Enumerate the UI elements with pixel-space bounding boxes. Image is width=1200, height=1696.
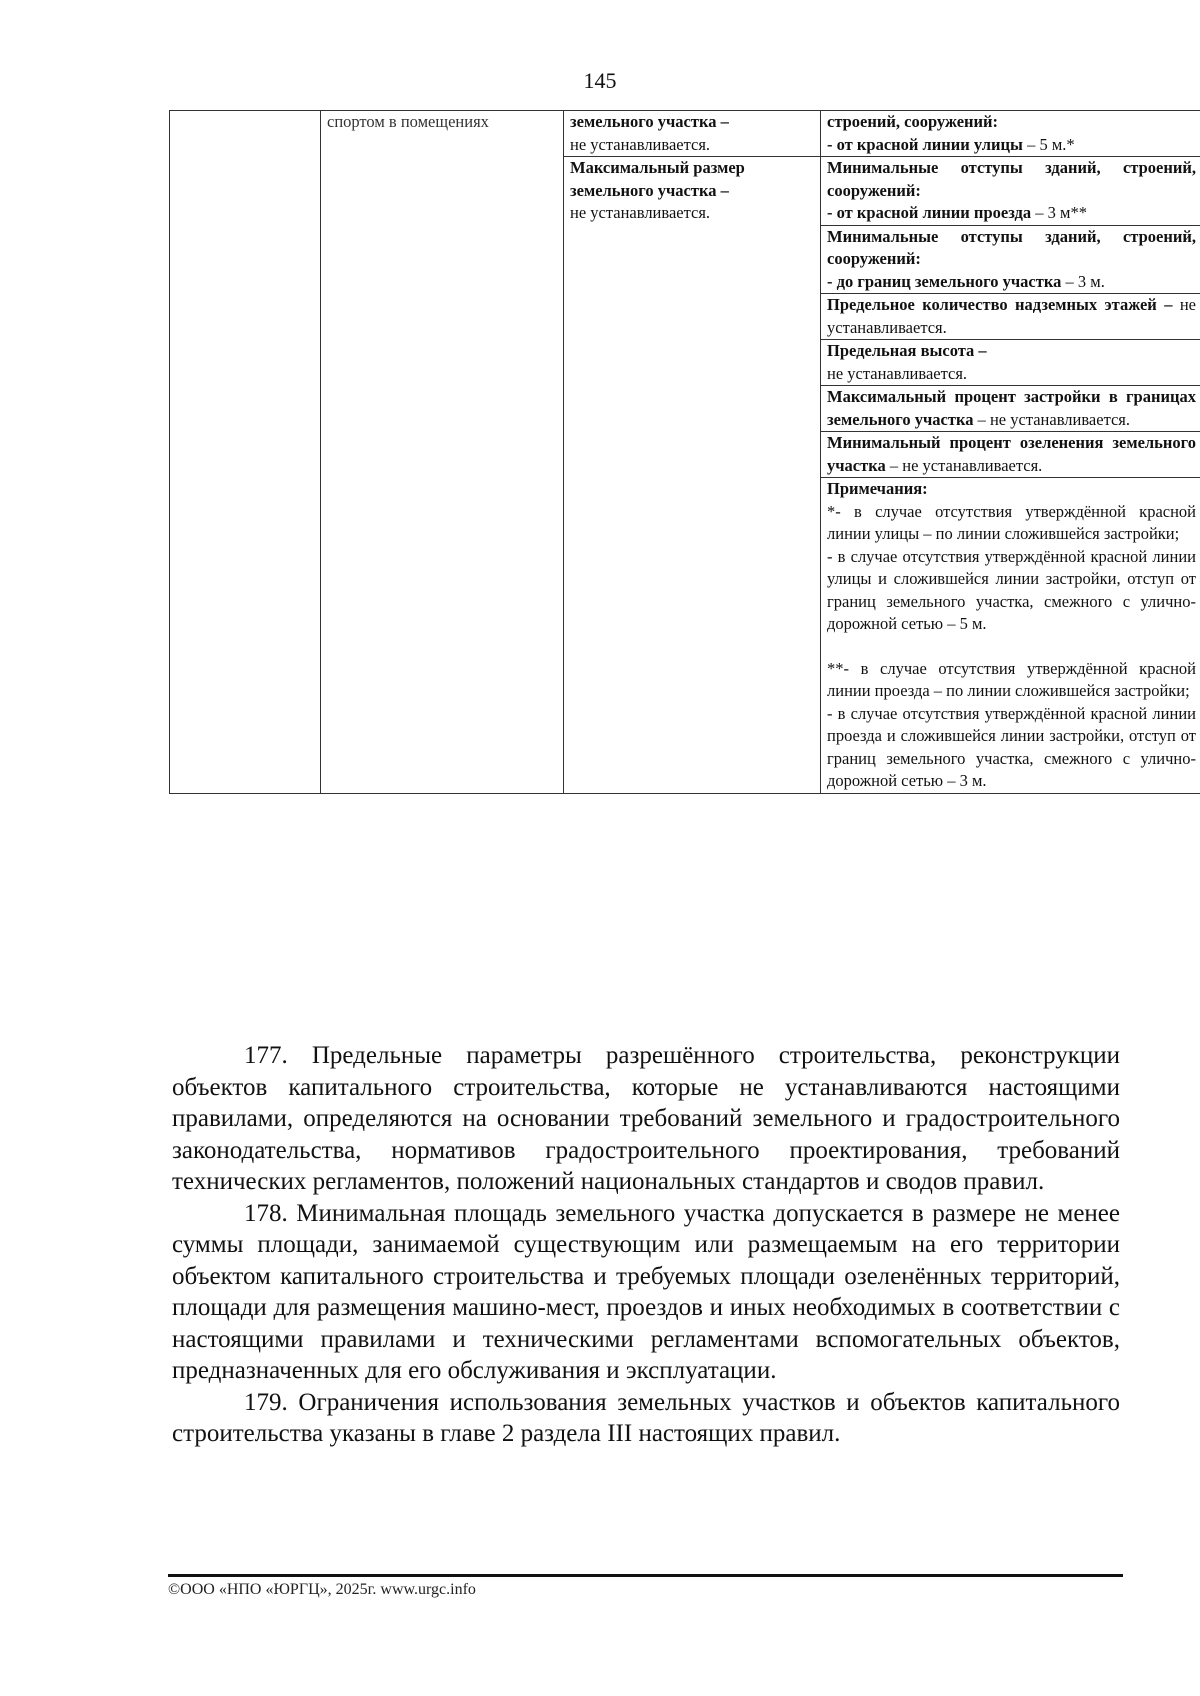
floors-value: не устанавливается. [827, 295, 1196, 337]
notes-block-street: *- в случае отсутствия утверждённой красной линии улицы – по линии сложившейся застройки; - в случае отсутствия утверждённой красной линии улицы и сложившейся линии застройки, отступ от границ земельного участка, смежного с улично-дорожной сетью – 5 м. [827, 501, 1196, 633]
height-value: не устанавливается. [827, 363, 968, 383]
height-label: Предельная высота – [827, 341, 987, 360]
table-cell-permitted-use [321, 111, 564, 794]
green-percent-value: – не устанавливается. [885, 455, 1043, 475]
permitted-use-text: спортом в помещениях [327, 112, 489, 131]
table-cell-plot-size-max [564, 157, 821, 794]
plot-size-max-label: Максимальный размер земельного участка – [570, 158, 745, 200]
setback-street-sublabel: - от красной линии улицы [827, 134, 1023, 154]
notes-block-passage: **- в случае отсутствия утверждённой красной линии проезда – по линии сложившейся застройки; - в случае отсутствия утверждённой красной линии проезда и сложившейся линии застройки, отступ от границ земельного участка, смежного с улично-дорожной сетью – 3 м. [827, 658, 1196, 790]
setback-passage-label: Минимальные отступы зданий, строений, сооружений: [827, 158, 1196, 200]
setback-boundary-sublabel: - до границ земельного участка [827, 271, 1062, 291]
built-percent-value: – не устанавливается. [973, 409, 1131, 429]
built-percent-label: Максимальный процент застройки в границах земельного участка [827, 387, 1196, 429]
notes-title: Примечания: [827, 479, 928, 498]
footer-divider [168, 1574, 1123, 1577]
table-cell-floors [821, 294, 1200, 340]
table-row [170, 111, 1200, 157]
table-cell-plot-size-min [564, 111, 821, 157]
paragraph-178: 178. Минимальная площадь земельного участка допускается в размере не менее суммы площади, занимаемой существующим или размещаемым на его территории объектом капитального строительства и требуемых площади озеленённых территорий, площади для размещения машино-мест, проездов и иных необходимых в соответствии с настоящими правилами и техническими регламентами вспомогательных объектов, предназначенных для его обслуживания и эксплуатации. [172, 1199, 1120, 1384]
page-number: 145 [583, 68, 617, 93]
floors-label: Предельное количество надземных этажей – [827, 295, 1173, 314]
paragraph-177: 177. Предельные параметры разрешённого строительства, реконструкции объектов капитального строительства, которые не устанавливаются настоящими правилами, определяются на основании требований земельного и градостроительного законодательства, нормативов градостроительного проектирования, требований технических регламентов, положений национальных стандартов и сводов правил. [172, 1042, 1120, 1195]
setback-passage-value: – 3 м** [1031, 203, 1087, 222]
green-percent-label: Минимальный процент озеленения земельного участка [827, 433, 1196, 475]
paragraph-179: 179. Ограничения использования земельных участков и объектов капитального строительства указаны в главе 2 раздела III настоящих правил. [172, 1388, 1120, 1447]
setback-street-label: строений, сооружений: [827, 112, 999, 131]
table-cell-height [821, 340, 1200, 386]
setback-passage-sublabel: - от красной линии проезда [827, 203, 1032, 222]
table-cell-green-percent [821, 432, 1200, 478]
setback-street-value: – 5 м.* [1022, 134, 1075, 154]
setback-boundary-value: – 3 м. [1061, 271, 1105, 291]
plot-size-max-value: не устанавливается. [570, 203, 711, 222]
table-cell-setback-boundary [821, 225, 1200, 294]
table-cell-setback-street [821, 111, 1200, 157]
body-text [172, 1040, 1120, 1450]
footer-copyright: ©ООО «НПО «ЮРГЦ», 2025г. www.urgc.info [168, 1581, 476, 1598]
table-cell-built-percent [821, 386, 1200, 432]
parameters-table [169, 110, 1200, 794]
plot-size-min-label: земельного участка – [570, 112, 729, 131]
plot-size-min-value: не устанавливается. [570, 134, 711, 154]
table-cell-col1 [170, 111, 321, 794]
setback-boundary-label: Минимальные отступы зданий, строений, сооружений: [827, 226, 1196, 268]
table-cell-notes [821, 478, 1200, 794]
table-cell-setback-passage [821, 157, 1200, 226]
